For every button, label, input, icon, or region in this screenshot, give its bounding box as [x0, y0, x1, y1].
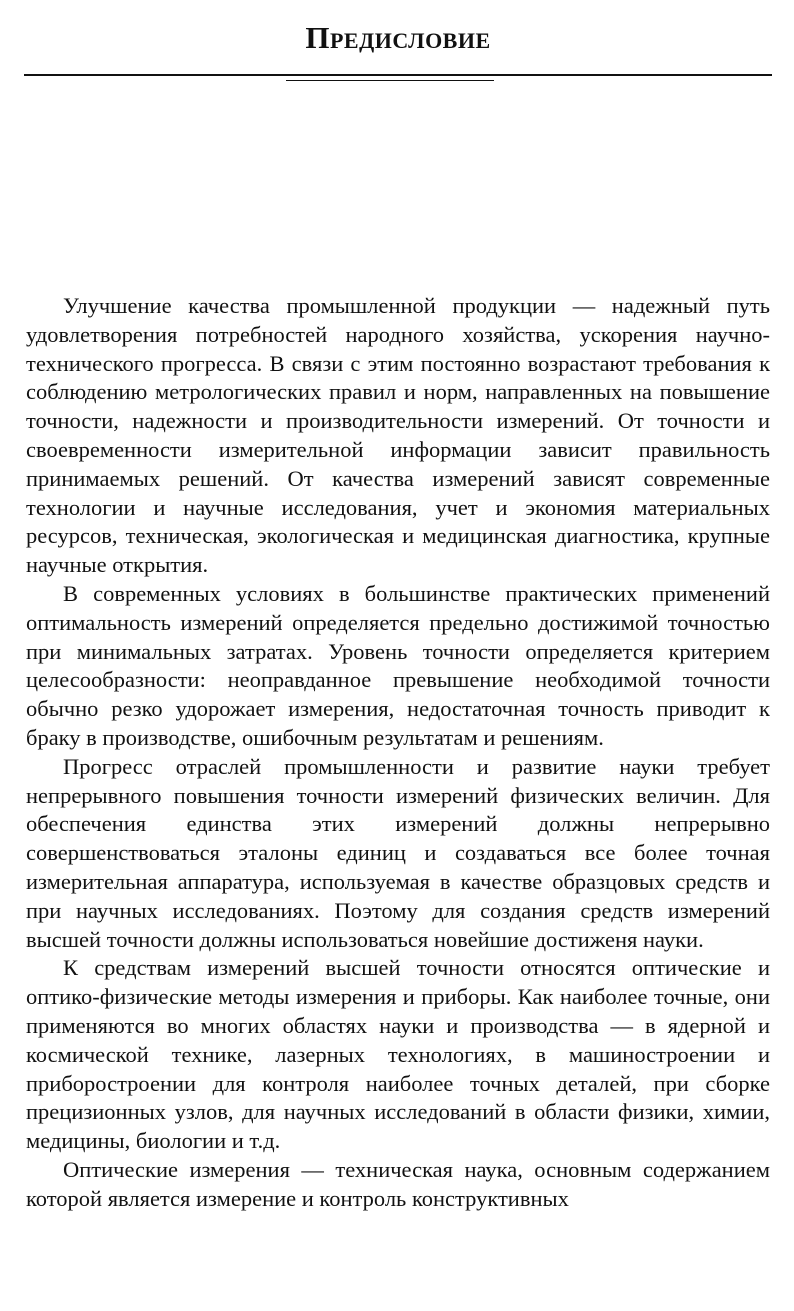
paragraph-5: Оптические измерения — техническая наука, основным содержанием которой является измерение и контроль конструктивных	[26, 1156, 770, 1211]
paragraph-4: К средствам измерений высшей точности относятся оптические и оптико-физические методы измерения и приборы. Как наиболее точные, они применяются во многих областях науки и производства — в ядерной и космической технике, лазерных технологиях, в машиностроении и приборостроении для контроля наиболее точных деталей, при сборке прецизионных узлов, для научных исследований в области физики, химии, медицины, биологии и т.д.	[26, 955, 770, 1154]
paragraph-1: Улучшение качества промышленной продукции — надежный путь удовлетворения потребностей народного хозяйства, ускорения научно-технического прогресса. В связи с этим постоянно возрастают требования к соблюдению метрологических правил и норм, направленных на повышение точности, надежности и производительности измерений. От точности и своевременности измерительной информации зависит правильность принимаемых решений. От качества измерений зависят современные технологии и научные исследования, учет и экономия материальных ресурсов, техническая, экологическая и медицинская диагностика, крупные научные открытия.	[26, 293, 770, 578]
chapter-title: Предисловие	[305, 20, 491, 55]
header-rule-thick	[24, 74, 772, 76]
paragraph-3: Прогресс отраслей промышленности и развитие науки требует непрерывного повышения точности измерений физических величин. Для обеспечения единства этих измерений должны непрерывно совершенствоваться эталоны единиц и создаваться все более точная измерительная аппаратура, используемая в качестве образцовых средств и при научных исследованиях. Поэтому для создания средств измерений высшей точности должны использоваться новейшие достиженя науки.	[26, 753, 770, 952]
paragraph-2: В современных условиях в большинстве практических применений оптимальность измерений определяется предельно достижимой точностью при минимальных затратах. Уровень точности определяется критерием целесообразности: неоправданное превышение необходимой точности обычно резко удорожает измерения, недостаточная точность приводит к браку в производстве, ошибочным результатам и решениям.	[26, 580, 770, 750]
chapter-header	[24, 0, 772, 90]
header-rule-thin	[286, 80, 494, 81]
preface-text	[26, 292, 770, 1214]
